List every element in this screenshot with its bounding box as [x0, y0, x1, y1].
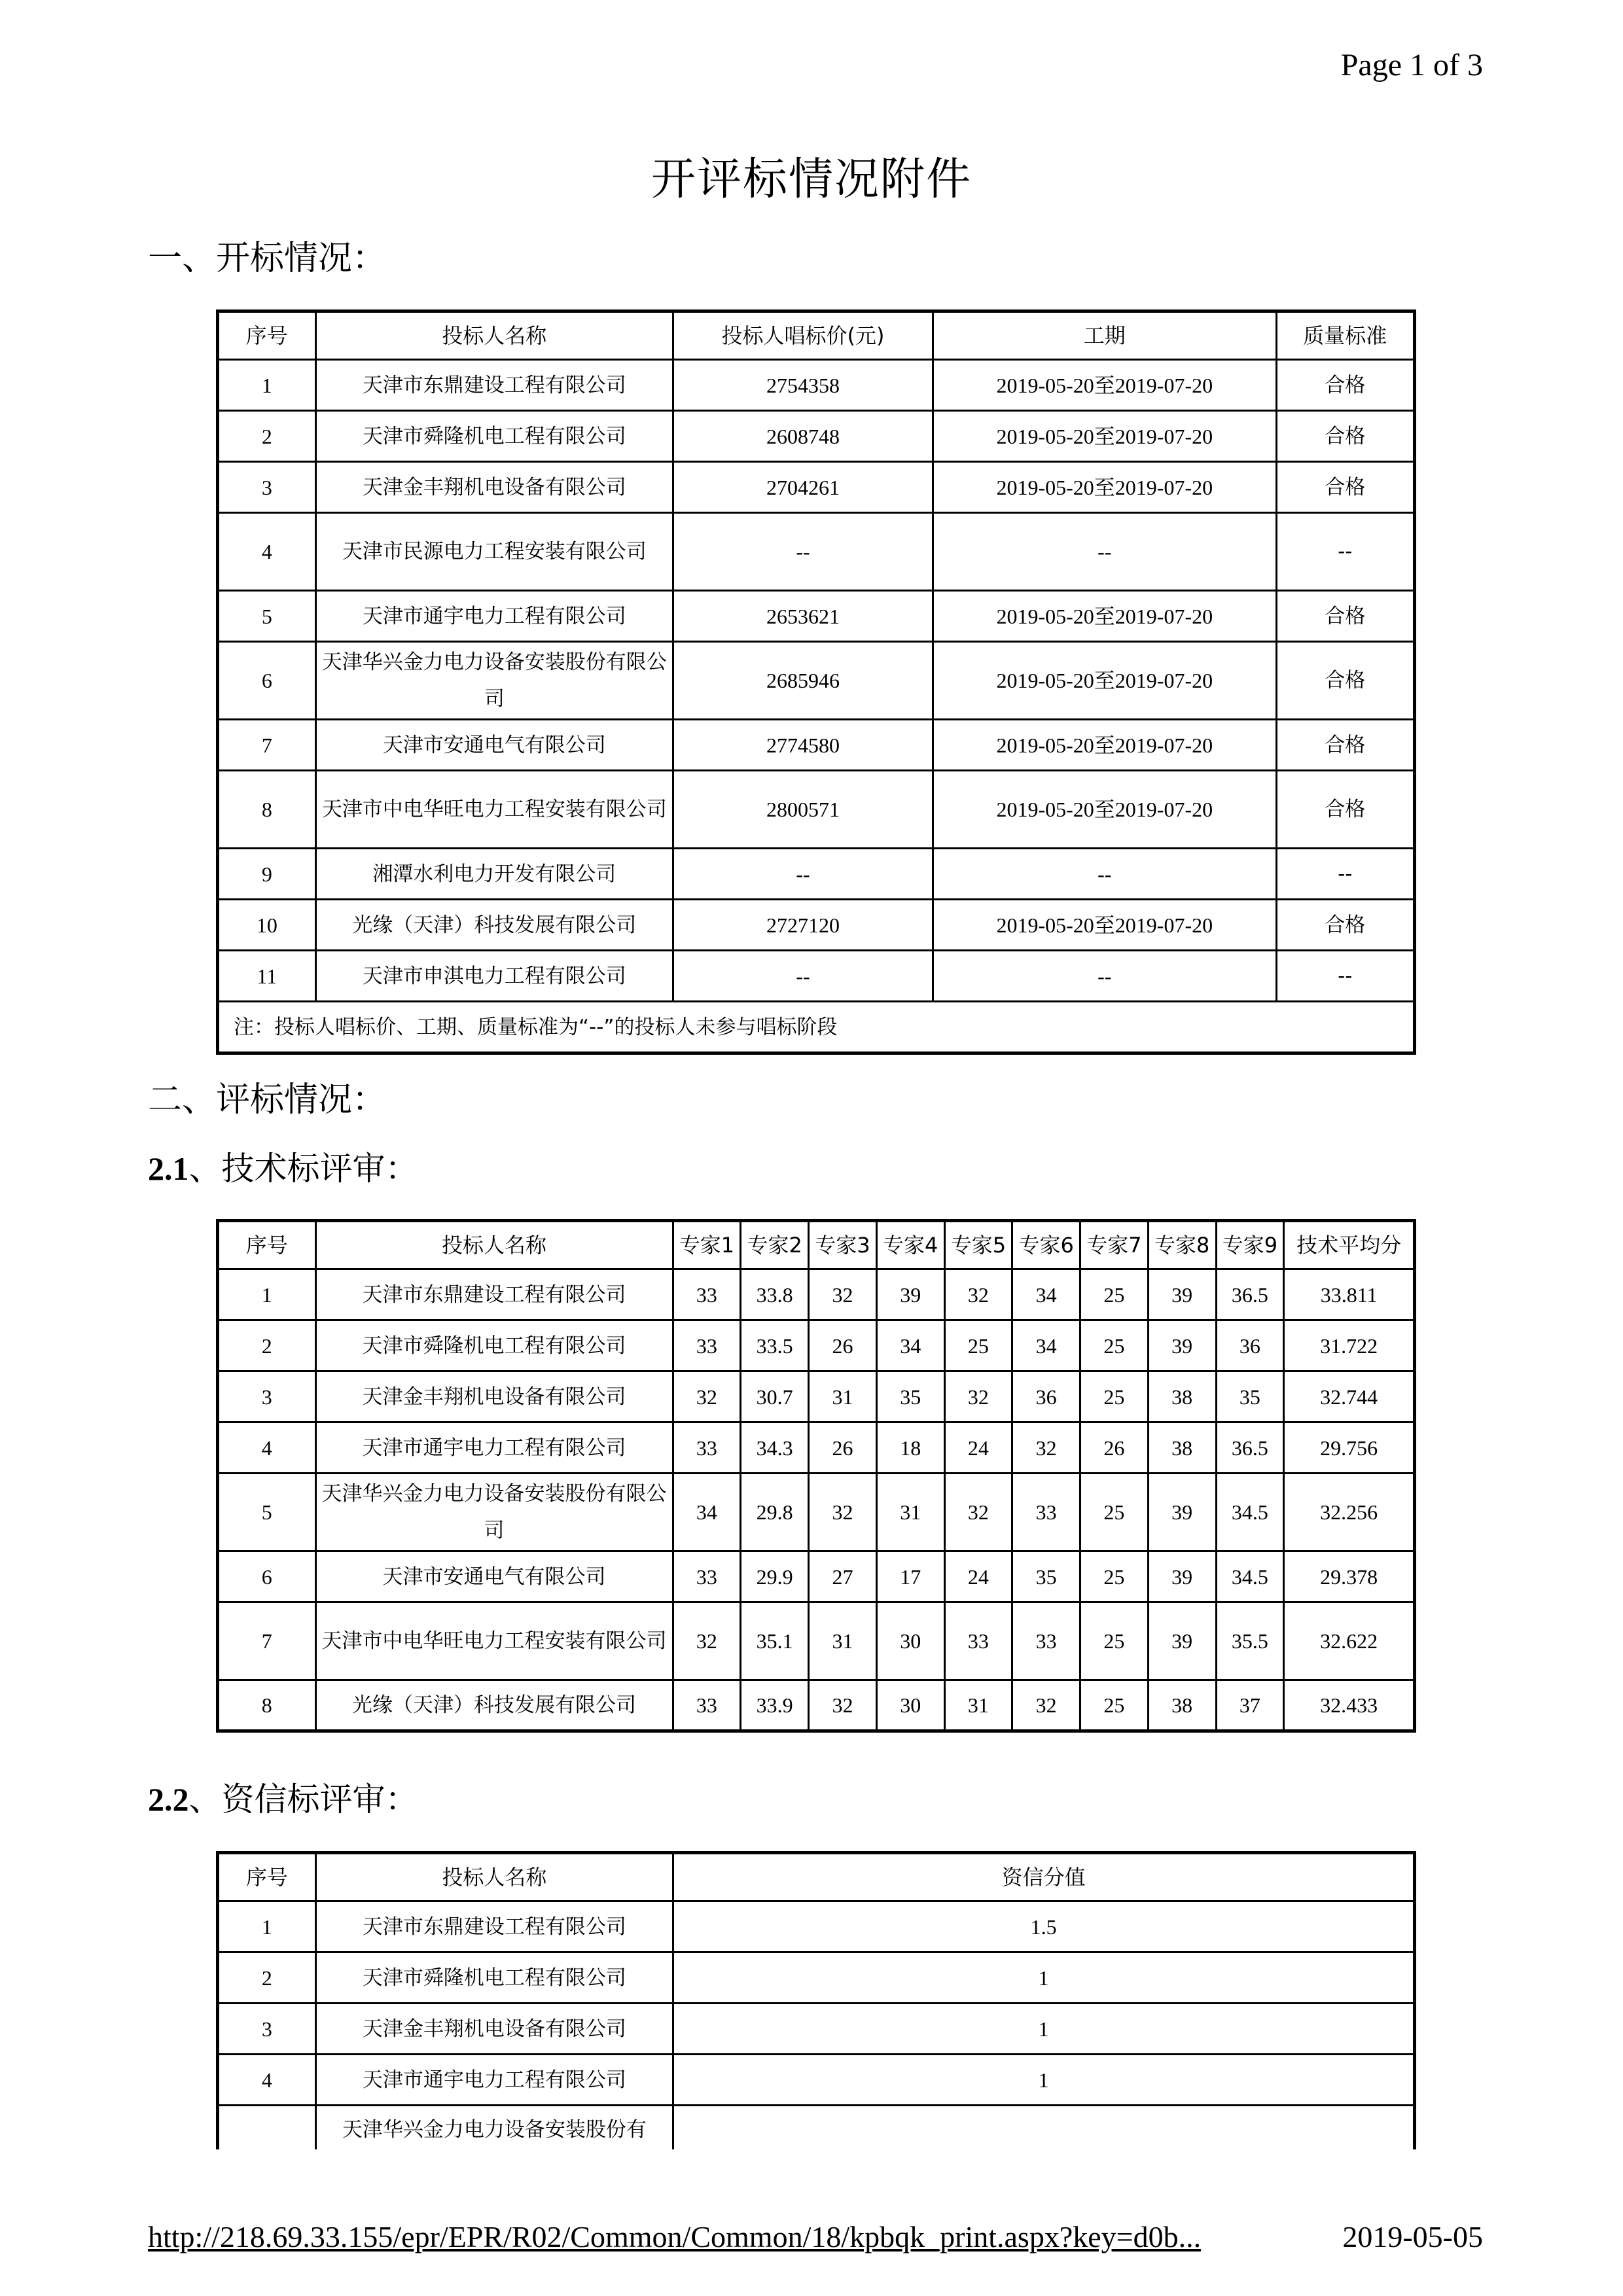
value-cell: 38 [1148, 1371, 1216, 1422]
index-cell: 5 [218, 1474, 316, 1551]
value-cell: -- [1276, 849, 1414, 900]
index-cell: 2 [218, 1952, 316, 2004]
index-cell: 8 [218, 771, 316, 849]
index-cell: 3 [218, 2004, 316, 2055]
column-header: 投标人名称 [315, 1221, 673, 1269]
table-row [218, 411, 1415, 462]
value-cell: 35 [876, 1371, 944, 1422]
index-cell: 10 [218, 900, 316, 951]
value-cell: 34.3 [741, 1422, 809, 1474]
value-cell: 26 [1080, 1422, 1149, 1474]
value-cell: 32 [944, 1474, 1012, 1551]
index-cell: 7 [218, 1602, 316, 1680]
index-cell [218, 2106, 316, 2150]
value-cell: 2704261 [673, 462, 933, 513]
value-cell: 合格 [1276, 771, 1414, 849]
value-cell: -- [1276, 951, 1414, 1002]
column-header: 专家7 [1080, 1221, 1149, 1269]
bidder-name-cell: 天津市东鼎建设工程有限公司 [315, 1901, 673, 1952]
value-cell: 32 [673, 1602, 741, 1680]
value-cell: 30.7 [741, 1371, 809, 1422]
index-cell: 6 [218, 1551, 316, 1602]
value-cell: 33.811 [1284, 1269, 1415, 1320]
column-header: 专家5 [944, 1221, 1012, 1269]
value-cell: 25 [1080, 1680, 1149, 1731]
value-cell: 24 [944, 1551, 1012, 1602]
bidder-name-cell: 天津市中电华旺电力工程安装有限公司 [315, 771, 673, 849]
column-header: 投标人名称 [315, 1853, 673, 1901]
value-cell: 36.5 [1216, 1269, 1284, 1320]
value-cell: 2800571 [673, 771, 933, 849]
column-header: 专家1 [673, 1221, 741, 1269]
value-cell: 36.5 [1216, 1422, 1284, 1474]
value-cell: 2019-05-20至2019-07-20 [933, 462, 1276, 513]
index-cell: 3 [218, 462, 316, 513]
value-cell: -- [1276, 513, 1414, 591]
section-opening-heading: 一、开标情况： [148, 239, 387, 278]
value-cell: 39 [1148, 1269, 1216, 1320]
value-cell: 32.744 [1284, 1371, 1415, 1422]
value-cell: 33 [673, 1680, 741, 1731]
column-header: 专家4 [876, 1221, 944, 1269]
value-cell: 33.8 [741, 1269, 809, 1320]
value-cell: 32.256 [1284, 1474, 1415, 1551]
value-cell: 17 [876, 1551, 944, 1602]
value-cell: 33 [1012, 1474, 1080, 1551]
value-cell: 32 [809, 1269, 877, 1320]
index-cell: 7 [218, 720, 316, 771]
credit-review-table [216, 1851, 1416, 2149]
value-cell: 25 [1080, 1371, 1149, 1422]
column-header: 投标人名称 [315, 311, 673, 360]
value-cell: 29.378 [1284, 1551, 1415, 1602]
value-cell: 31 [944, 1680, 1012, 1731]
value-cell: 31 [809, 1371, 877, 1422]
value-cell: 33 [673, 1269, 741, 1320]
bidder-name-cell: 光缘（天津）科技发展有限公司 [315, 1680, 673, 1731]
value-cell: 35 [1216, 1371, 1284, 1422]
bidder-name-cell: 天津市舜隆机电工程有限公司 [315, 1320, 673, 1371]
table-row [218, 900, 1415, 951]
credit-review-heading [148, 1773, 418, 1820]
value-cell: 34 [673, 1474, 741, 1551]
bidder-name-cell: 天津市中电华旺电力工程安装有限公司 [315, 1602, 673, 1680]
value-cell: 25 [944, 1320, 1012, 1371]
value-cell: 2019-05-20至2019-07-20 [933, 771, 1276, 849]
value-cell: 36 [1012, 1371, 1080, 1422]
value-cell: 32.433 [1284, 1680, 1415, 1731]
tech-review-number: 2.1 [148, 1150, 189, 1187]
value-cell: 2685946 [673, 642, 933, 720]
tech-review-title: 、技术标评审： [188, 1150, 418, 1188]
value-cell: 1 [673, 2055, 1415, 2106]
value-cell: 26 [809, 1320, 877, 1371]
value-cell: 39 [1148, 1602, 1216, 1680]
column-header: 序号 [218, 311, 316, 360]
value-cell: 2019-05-20至2019-07-20 [933, 720, 1276, 771]
value-cell: 39 [1148, 1320, 1216, 1371]
credit-review-number: 2.2 [148, 1781, 189, 1818]
value-cell: 32 [944, 1371, 1012, 1422]
value-cell: 33.5 [741, 1320, 809, 1371]
value-cell: 31 [876, 1474, 944, 1551]
value-cell: 26 [809, 1422, 877, 1474]
index-cell: 11 [218, 951, 316, 1002]
value-cell: 合格 [1276, 591, 1414, 642]
value-cell: 33.9 [741, 1680, 809, 1731]
table-note: 注：投标人唱标价、工期、质量标准为“--”的投标人未参与唱标阶段 [218, 1002, 1415, 1053]
value-cell: 25 [1080, 1269, 1149, 1320]
bidder-name-cell: 天津市东鼎建设工程有限公司 [315, 360, 673, 411]
value-cell: 35 [1012, 1551, 1080, 1602]
value-cell: 1 [673, 2004, 1415, 2055]
value-cell: -- [933, 513, 1276, 591]
value-cell: 33 [673, 1320, 741, 1371]
table-row [218, 642, 1415, 720]
value-cell: 33 [673, 1551, 741, 1602]
bidder-name-cell: 天津金丰翔机电设备有限公司 [315, 1371, 673, 1422]
value-cell: 32 [809, 1474, 877, 1551]
index-cell: 3 [218, 1371, 316, 1422]
value-cell: 合格 [1276, 411, 1414, 462]
value-cell: 29.9 [741, 1551, 809, 1602]
index-cell: 1 [218, 1901, 316, 1952]
table-row [218, 951, 1415, 1002]
value-cell: 合格 [1276, 900, 1414, 951]
value-cell: 39 [1148, 1474, 1216, 1551]
header-row [218, 1221, 1415, 1269]
bidder-name-cell: 天津市东鼎建设工程有限公司 [315, 1269, 673, 1320]
value-cell: 1 [673, 1952, 1415, 2004]
value-cell: 30 [876, 1602, 944, 1680]
index-cell: 1 [218, 1269, 316, 1320]
value-cell: 29.756 [1284, 1422, 1415, 1474]
table-row [218, 1371, 1415, 1422]
index-cell: 2 [218, 1320, 316, 1371]
table-row [218, 1901, 1415, 1952]
value-cell: -- [673, 513, 933, 591]
value-cell: 30 [876, 1680, 944, 1731]
table-row [218, 462, 1415, 513]
bidder-name-cell: 天津市舜隆机电工程有限公司 [315, 1952, 673, 2004]
value-cell: 31 [809, 1602, 877, 1680]
bidder-name-cell: 天津市通宇电力工程有限公司 [315, 591, 673, 642]
value-cell: 38 [1148, 1680, 1216, 1731]
tech-review-table [216, 1219, 1416, 1733]
column-header: 工期 [933, 311, 1276, 360]
table-row [218, 2004, 1415, 2055]
header-row [218, 311, 1415, 360]
value-cell: -- [933, 951, 1276, 1002]
document-title: 开评标情况附件 [651, 154, 972, 205]
value-cell: 2653621 [673, 591, 933, 642]
opening-table [216, 309, 1416, 1055]
index-cell: 9 [218, 849, 316, 900]
bidder-name-cell: 天津市安通电气有限公司 [315, 1551, 673, 1602]
value-cell: 33 [944, 1602, 1012, 1680]
value-cell: 35.1 [741, 1602, 809, 1680]
value-cell: 2727120 [673, 900, 933, 951]
table-row [218, 360, 1415, 411]
value-cell: 29.8 [741, 1474, 809, 1551]
value-cell: 39 [1148, 1551, 1216, 1602]
value-cell [673, 2106, 1415, 2150]
value-cell: 24 [944, 1422, 1012, 1474]
table-row [218, 1422, 1415, 1474]
column-header: 资信分值 [673, 1853, 1415, 1901]
value-cell: 33 [1012, 1602, 1080, 1680]
table-row [218, 1320, 1415, 1371]
value-cell: -- [673, 951, 933, 1002]
bidder-name-cell: 天津市申淇电力工程有限公司 [315, 951, 673, 1002]
table-row [218, 1952, 1415, 2004]
value-cell: -- [933, 849, 1276, 900]
tech-review-heading [148, 1142, 418, 1190]
index-cell: 5 [218, 591, 316, 642]
value-cell: 39 [876, 1269, 944, 1320]
value-cell: 2608748 [673, 411, 933, 462]
bidder-name-cell: 天津市通宇电力工程有限公司 [315, 2055, 673, 2106]
table-row [218, 1474, 1415, 1551]
value-cell: 34.5 [1216, 1551, 1284, 1602]
table-row [218, 2106, 1415, 2150]
table-row [218, 771, 1415, 849]
index-cell: 4 [218, 1422, 316, 1474]
value-cell: 合格 [1276, 642, 1414, 720]
column-header: 专家9 [1216, 1221, 1284, 1269]
bidder-name-cell: 天津金丰翔机电设备有限公司 [315, 2004, 673, 2055]
column-header: 投标人唱标价(元) [673, 311, 933, 360]
value-cell: 合格 [1276, 462, 1414, 513]
table-row [218, 849, 1415, 900]
value-cell: 27 [809, 1551, 877, 1602]
value-cell: 2754358 [673, 360, 933, 411]
bidder-name-cell: 湘潭水利电力开发有限公司 [315, 849, 673, 900]
value-cell: 31.722 [1284, 1320, 1415, 1371]
bidder-name-cell: 天津市舜隆机电工程有限公司 [315, 411, 673, 462]
index-cell: 4 [218, 2055, 316, 2106]
header-row [218, 1853, 1415, 1901]
value-cell: 32.622 [1284, 1602, 1415, 1680]
table-row [218, 720, 1415, 771]
value-cell: 32 [1012, 1422, 1080, 1474]
column-header: 专家2 [741, 1221, 809, 1269]
note-row [218, 1002, 1415, 1053]
value-cell: 18 [876, 1422, 944, 1474]
page-number: Page 1 of 3 [1340, 48, 1483, 82]
value-cell: 32 [809, 1680, 877, 1731]
column-header: 专家6 [1012, 1221, 1080, 1269]
value-cell: 合格 [1276, 360, 1414, 411]
value-cell: 32 [673, 1371, 741, 1422]
value-cell: 2019-05-20至2019-07-20 [933, 360, 1276, 411]
credit-review-title: 、资信标评审： [188, 1780, 418, 1818]
value-cell: 25 [1080, 1474, 1149, 1551]
bidder-name-cell: 天津市民源电力工程安装有限公司 [315, 513, 673, 591]
table-row [218, 513, 1415, 591]
section-evaluation-heading: 二、评标情况： [148, 1080, 387, 1120]
value-cell: 25 [1080, 1602, 1149, 1680]
column-header: 质量标准 [1276, 311, 1414, 360]
index-cell: 8 [218, 1680, 316, 1731]
value-cell: 25 [1080, 1551, 1149, 1602]
value-cell: 合格 [1276, 720, 1414, 771]
table-row [218, 1551, 1415, 1602]
value-cell: 32 [1012, 1680, 1080, 1731]
column-header: 专家3 [809, 1221, 877, 1269]
value-cell: 2019-05-20至2019-07-20 [933, 591, 1276, 642]
value-cell: 25 [1080, 1320, 1149, 1371]
index-cell: 6 [218, 642, 316, 720]
index-cell: 1 [218, 360, 316, 411]
value-cell: 33 [673, 1422, 741, 1474]
column-header: 专家8 [1148, 1221, 1216, 1269]
bidder-name-cell: 光缘（天津）科技发展有限公司 [315, 900, 673, 951]
print-date: 2019-05-05 [1342, 2220, 1483, 2253]
column-header: 序号 [218, 1221, 316, 1269]
column-header: 技术平均分 [1284, 1221, 1415, 1269]
value-cell: 34 [1012, 1320, 1080, 1371]
value-cell: 1.5 [673, 1901, 1415, 1952]
value-cell: 35.5 [1216, 1602, 1284, 1680]
bidder-name-cell: 天津金丰翔机电设备有限公司 [315, 462, 673, 513]
value-cell: 38 [1148, 1422, 1216, 1474]
bidder-name-cell: 天津市通宇电力工程有限公司 [315, 1422, 673, 1474]
value-cell: 32 [944, 1269, 1012, 1320]
value-cell: 2019-05-20至2019-07-20 [933, 900, 1276, 951]
value-cell: 34 [876, 1320, 944, 1371]
bidder-name-cell: 天津华兴金力电力设备安装股份有限公司 [315, 1474, 673, 1551]
bidder-name-cell: 天津华兴金力电力设备安装股份有 [315, 2106, 673, 2150]
value-cell: 2019-05-20至2019-07-20 [933, 642, 1276, 720]
table-row [218, 591, 1415, 642]
table-row [218, 1602, 1415, 1680]
bidder-name-cell: 天津华兴金力电力设备安装股份有限公司 [315, 642, 673, 720]
value-cell: 34 [1012, 1269, 1080, 1320]
table-row [218, 1269, 1415, 1320]
value-cell: 37 [1216, 1680, 1284, 1731]
value-cell: 2774580 [673, 720, 933, 771]
table-row [218, 2055, 1415, 2106]
column-header: 序号 [218, 1853, 316, 1901]
value-cell: -- [673, 849, 933, 900]
index-cell: 4 [218, 513, 316, 591]
value-cell: 2019-05-20至2019-07-20 [933, 411, 1276, 462]
value-cell: 36 [1216, 1320, 1284, 1371]
bidder-name-cell: 天津市安通电气有限公司 [315, 720, 673, 771]
source-url[interactable]: http://218.69.33.155/epr/EPR/R02/Common/Common/18/kpbqk_print.aspx?key=d0b... [148, 2220, 1202, 2253]
index-cell: 2 [218, 411, 316, 462]
table-row [218, 1680, 1415, 1731]
value-cell: 34.5 [1216, 1474, 1284, 1551]
